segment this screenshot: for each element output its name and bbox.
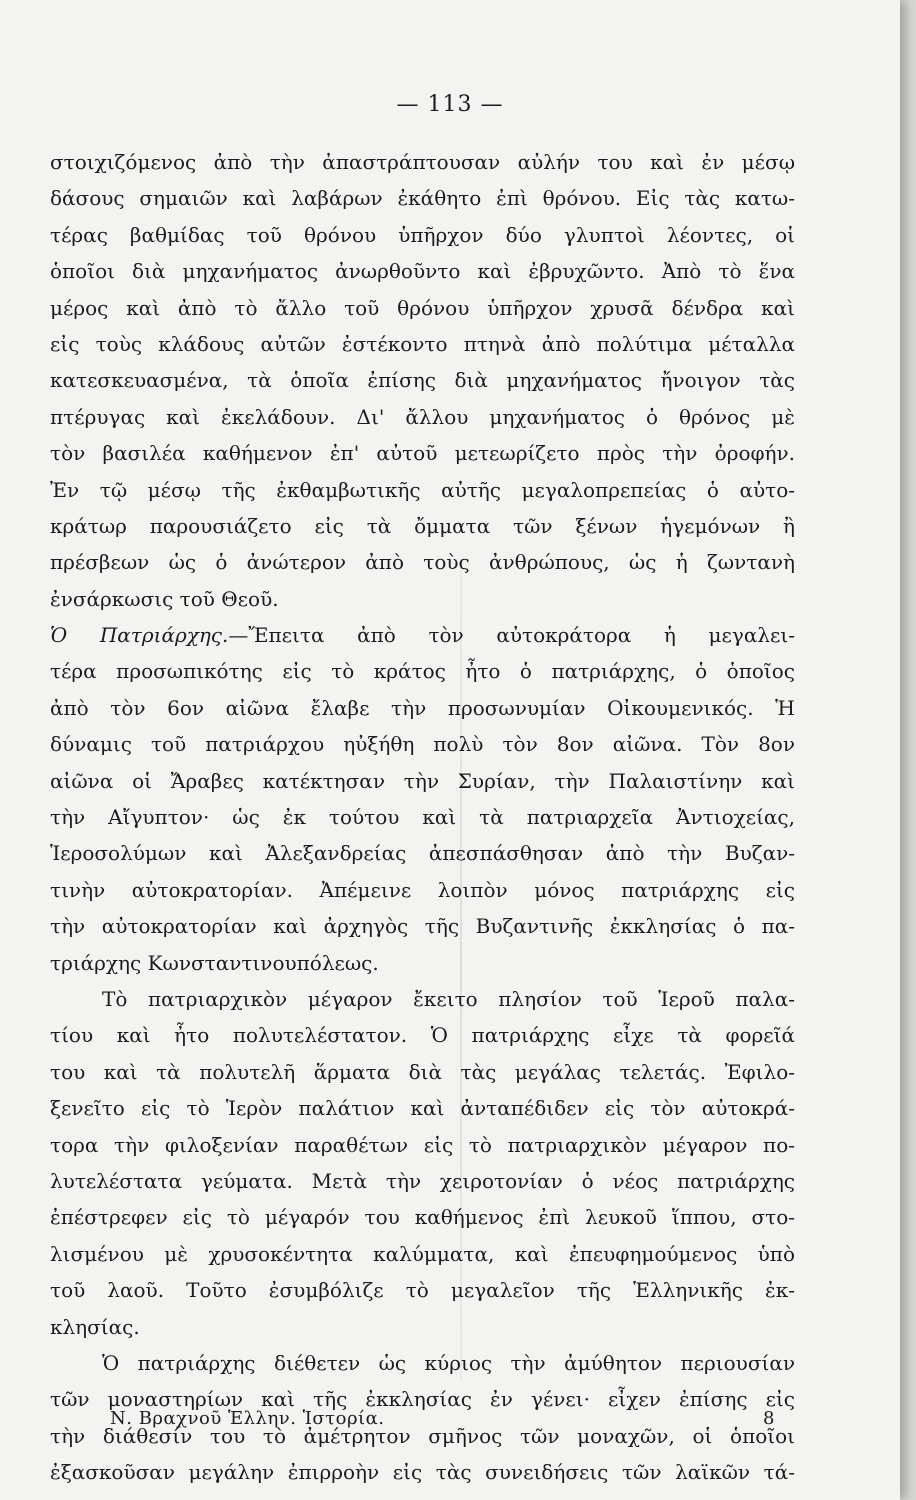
text-line: πτέρυγας καὶ ἐκελάδουν. Δι' ἄλλου μηχανήματος ὁ θρόνος μὲ (50, 404, 795, 429)
text-line: τινὴν αὐτοκρατορίαν. Ἀπέμεινε λοιπὸν μόνος πατριάρχης εἰς (50, 877, 795, 902)
text-line: τοῦ λαοῦ. Τοῦτο ἐσυμβόλιζε τὸ μεγαλεῖον τῆς Ἑλληνικῆς ἐκ- (50, 1278, 795, 1303)
text-line: ἐξασκοῦσαν μεγάλην ἐπιρροὴν εἰς τὰς συνειδήσεις τῶν λαϊκῶν τά- (50, 1460, 795, 1485)
text-line: ἀπὸ τὸν 6ον αἰῶνα ἔλαβε τὴν προσωνυμίαν Οἰκουμενικός. Ἡ (50, 695, 795, 720)
text-line: κατεσκευασμένα, τὰ ὁποῖα ἐπίσης διὰ μηχανήματος ἤνοιγον τὰς (50, 368, 795, 393)
text-line: τὸν βασιλέα καθήμενον ἐπ' αὐτοῦ μετεωρίζετο πρὸς τὴν ὀροφήν. (50, 441, 795, 466)
text-line: κλησίας. (50, 1314, 140, 1339)
text-line: ὁποῖοι διὰ μηχανήματος ἀνωρθοῦντο καὶ ἐβρυχῶντο. Ἀπὸ τὸ ἕνα (50, 259, 795, 284)
body-text (50, 144, 795, 1490)
text-line: λυτελέστατα γεύματα. Μετὰ τὴν χειροτονίαν ὁ νέος πατριάρχης (50, 1168, 795, 1193)
text-line: του καὶ τὰ πολυτελῆ ἅρματα διὰ τὰς μεγάλας τελετάς. Ἐφιλο- (50, 1059, 795, 1084)
text-line: εἰς τοὺς κλάδους αὐτῶν ἐστέκοντο πτηνὰ ἀπὸ πολύτιμα μέταλλα (50, 331, 795, 356)
text-line: Τὸ πατριαρχικὸν μέγαρον ἔκειτο πλησίον τοῦ Ἱεροῦ παλα- (102, 986, 795, 1011)
footer-signature-mark: 8 (763, 1408, 775, 1429)
text-line: μέρος καὶ ἀπὸ τὸ ἄλλο τοῦ θρόνου ὑπῆρχον χρυσᾶ δένδρα καὶ (50, 295, 795, 320)
text-line: τέρας βαθμίδας τοῦ θρόνου ὑπῆρχον δύο γλυπτοὶ λέοντες, οἱ (50, 222, 795, 247)
text-line: τίου καὶ ἦτο πολυτελέστατον. Ὁ πατριάρχης εἶχε τὰ φορεῖά (50, 1023, 795, 1048)
text-line: τὴν αὐτοκρατορίαν καὶ ἀρχηγὸς τῆς Βυζαντινῆς ἐκκλησίας ὁ πα- (50, 914, 795, 939)
footer-source: Ν. Βραχνοῦ Ἑλλην. Ἱστορία. (110, 1408, 385, 1429)
text-line: δάσους σημαιῶν καὶ λαβάρων ἐκάθητο ἐπὶ θρόνου. Εἰς τὰς κατω- (50, 186, 795, 211)
text-line: ἐπέστρεφεν εἰς τὸ μέγαρόν του καθήμενος ἐπὶ λευκοῦ ἵππου, στο- (50, 1205, 795, 1230)
text-line: τὴν διάθεσίν του τὸ ἀμέτρητον σμῆνος τῶν μοναχῶν, οἱ ὁποῖοι (50, 1423, 795, 1448)
text-line: αἰῶνα οἱ Ἄραβες κατέκτησαν τὴν Συρίαν, τὴν Παλαιστίνην καὶ (50, 768, 795, 793)
section-title: Ὁ Πατριάρχης. (50, 623, 229, 648)
text-line: πρέσβεων ὡς ὁ ἀνώτερον ἀπὸ τοὺς ἀνθρώπους, ὡς ἡ ζωντανὴ (50, 550, 795, 575)
text-line: Ὁ πατριάρχης διέθετεν ὡς κύριος τὴν ἀμύθητον περιουσίαν (102, 1350, 795, 1375)
text-line: τῶν μοναστηρίων καὶ τῆς ἐκκλησίας ἐν γένει· εἶχεν ἐπίσης εἰς (50, 1387, 795, 1412)
text-line: στοιχιζόμενος ἀπὸ τὴν ἀπαστράπτουσαν αὐλήν του καὶ ἐν μέσῳ (50, 150, 795, 174)
page-number: — 113 — (396, 92, 504, 117)
text-line: τορα τὴν φιλοξενίαν παραθέτων εἰς τὸ πατριαρχικὸν μέγαρον πο- (50, 1132, 795, 1157)
text-line: κράτωρ παρουσιάζετο εἰς τὰ ὄμματα τῶν ξένων ἡγεμόνων ἢ (50, 513, 795, 538)
section-heading-line (50, 617, 795, 653)
text-line: λισμένου μὲ χρυσοκέντητα καλύμματα, καὶ ἐπευφημούμενος ὑπὸ (50, 1241, 795, 1266)
text-line: τριάρχης Κωνσταντινουπόλεως. (50, 950, 379, 975)
section-first-line: —Ἔπειτα ἀπὸ τὸν αὐτοκράτορα ἡ μεγαλει- (228, 623, 795, 648)
text-line: τὴν Αἴγυπτον· ὡς ἐκ τούτου καὶ τὰ πατριαρχεῖα Ἀντιοχείας, (50, 805, 795, 830)
text-line: Ἱεροσολύμων καὶ Ἀλεξανδρείας ἀπεσπάσθησαν ἀπὸ τὴν Βυζαν- (50, 841, 795, 866)
text-line: ἐνσάρκωσις τοῦ Θεοῦ. (50, 586, 279, 611)
text-line: τέρα προσωπικότης εἰς τὸ κράτος ἦτο ὁ πατριάρχης, ὁ ὁποῖος (50, 659, 795, 684)
text-line: δύναμις τοῦ πατριάρχου ηὐξήθη πολὺ τὸν 8ον αἰῶνα. Τὸν 8ον (50, 732, 795, 757)
text-line: Ἐν τῷ μέσῳ τῆς ἐκθαμβωτικῆς αὐτῆς μεγαλοπρεπείας ὁ αὐτο- (50, 477, 795, 502)
text-line: ξενεῖτο εἰς τὸ Ἱερὸν παλάτιον καὶ ἀνταπέδιδεν εἰς τὸν αὐτοκρά- (50, 1096, 795, 1121)
